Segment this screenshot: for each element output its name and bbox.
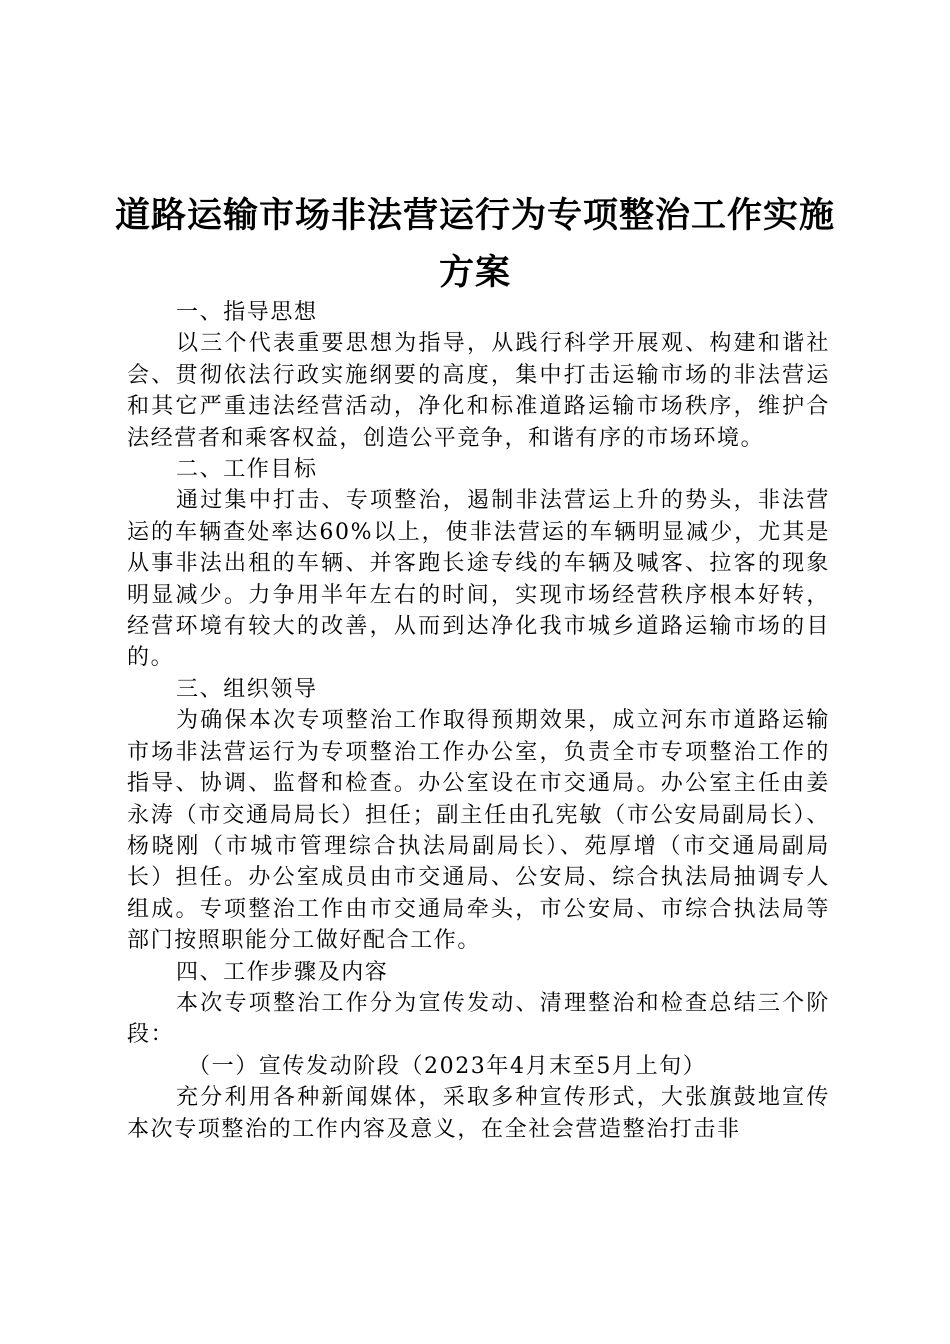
paragraph-guiding-ideology: 以三个代表重要思想为指导，从践行科学开展观、构建和谐社会、贯彻依法行政实施纲要的高度，集中打击运输市场的非法营运和其它严重违法经营活动，净化和标准道路运输市场秩序，维护合法经营者和乘客权益，创造公平竞争，和谐有序的市场环境。 — [127, 331, 830, 451]
section-heading-work-steps: 四、工作步骤及内容 — [176, 959, 389, 985]
section-heading-work-goals: 二、工作目标 — [176, 457, 318, 483]
paragraph-publicity-stage: 充分利用各种新闻媒体，采取多种宣传形式，大张旗鼓地宣传本次专项整治的工作内容及意义，在全社会营造整治打击非 — [127, 1085, 830, 1142]
paragraph-organization: 为确保本次专项整治工作取得预期效果，成立河东市道路运输市场非法营运行为专项整治工作办公室，负责全市专项整治工作的指导、协调、监督和检查。办公室设在市交通局。办公室主任由姜永涛（市交通局局长）担任；副主任由孔宪敏（市公安局副局长）、杨晓刚（市城市管理综合执法局副局长）、苑厚增（市交通局副局长）担任。办公室成员由市交通局、公安局、综合执法局抽调专人组成。专项整治工作由市交通局牵头，市公安局、市综合执法局等部门按照职能分工做好配合工作。 — [127, 708, 830, 954]
document-body — [127, 297, 830, 1145]
document-title-line-2: 方案 — [438, 253, 511, 293]
section-heading-organization: 三、组织领导 — [176, 676, 318, 702]
paragraph-work-steps: 本次专项整治工作分为宣传发动、清理整治和检查总结三个阶段： — [127, 990, 830, 1048]
section-heading-guiding-ideology: 一、指导思想 — [176, 300, 318, 325]
subsection-heading-publicity-stage: （一）宣传发动阶段（2023年4月末至5月上旬） — [188, 1053, 707, 1079]
document-title-line-1: 道路运输市场非法营运行为专项整治工作实施 — [114, 196, 835, 236]
paragraph-work-goals: 通过集中打击、专项整治，遏制非法营运上升的势头，非法营运的车辆查处率达60%以上，使非法营运的车辆明显减少，尤其是从事非法出租的车辆、并客跑长途专线的车辆及喊客、拉客的现象明显减少。力争用半年左右的时间，实现市场经营秩序根本好转，经营环境有较大的改善，从而到达净化我市城乡道路运输市场的目的。 — [127, 488, 830, 671]
